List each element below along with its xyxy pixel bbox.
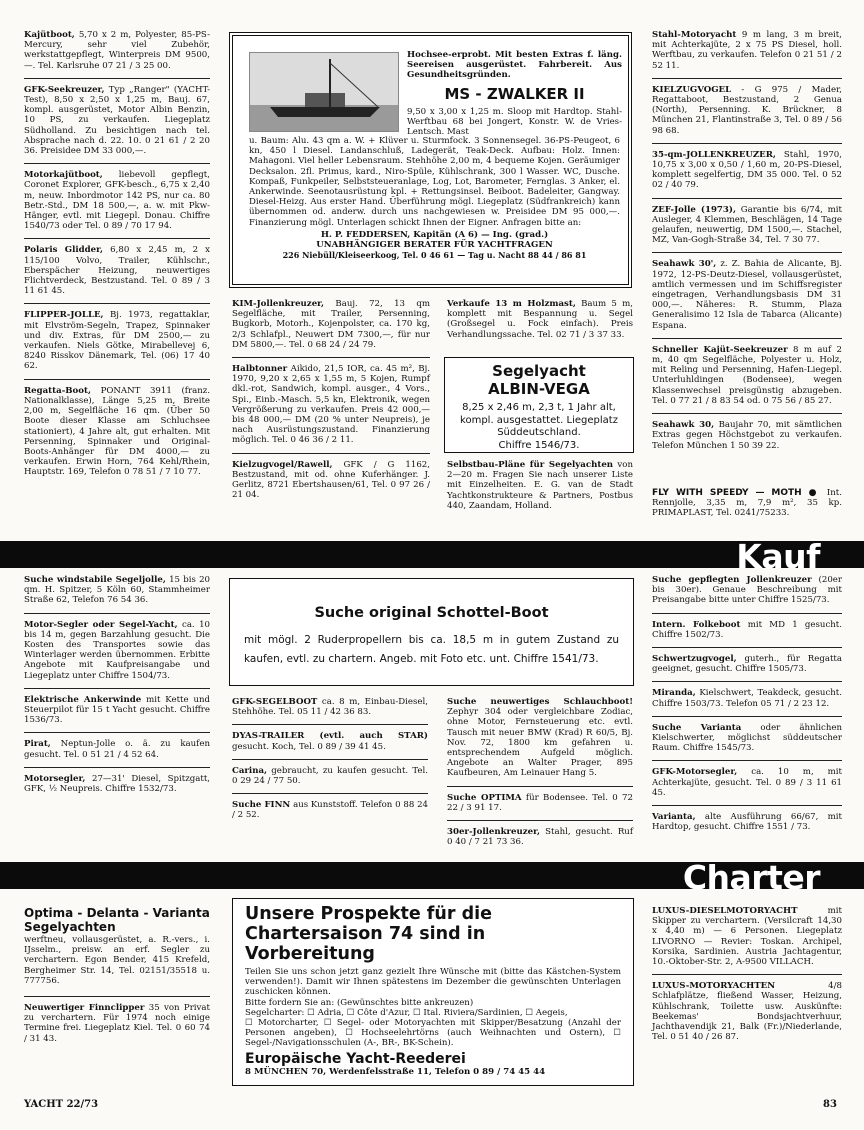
zwalker-title: MS - ZWALKER II [444, 84, 585, 103]
prospekte-address: 8 MÜNCHEN 70, Werdenfelsstraße 11, Telefon 0 89 / 74 45 44 [245, 1066, 546, 1077]
albin-title1: Segelyacht [492, 362, 586, 380]
divider [24, 688, 210, 689]
classified-ad [652, 767, 842, 798]
finnclipper-body: 35 von Privat zu verchartern. Für 1974 noch einige Termine frei. Liegeplatz Kiel. Tel. 0 60 74 / 31 43. [24, 1003, 210, 1044]
classified-ad [652, 205, 842, 246]
kauf-mid-column-a [232, 697, 428, 828]
ad-headline: KIM-Jollenkreuzer, [232, 299, 325, 309]
classified-ad [24, 695, 210, 726]
classified-ad [24, 245, 210, 296]
prospekte-company: Europäische Yacht-Reederei [245, 1050, 466, 1067]
classified-ad [232, 697, 428, 717]
ad-body: mit Skipper zu verchartern. (Versilcraft 14,30 x 4,40 m) — 6 Personen. Liegeplatz LIVORNO — Revier: Toskan. Archipel, Korsika, Sardinien. Austria Jachtagentur, 10.-Oktober-Str. 2, A-9500 VILLACH. [652, 906, 842, 968]
ad-headline: GFK-Seekreuzer, [24, 84, 105, 95]
ad-body: aus Kunststoff. Telefon 0 88 24 / 2 52. [232, 800, 429, 821]
kauf-left-column [24, 575, 210, 801]
ad-body: 9 m lang, 3 m breit, mit Achterkajüte, 2 x 75 PS Diesel, holl. Werftbau, zu verkaufen. Telefon 0 21 51 / 2 52 11. [652, 30, 842, 71]
classified-ad [652, 620, 842, 640]
zwalker-contact1: H. P. FEDDERSEN, Kapitän (A 6) — Ing. (grad.) [320, 229, 549, 240]
divider [24, 613, 210, 614]
ad-body: alte Ausführung 66/67, mit Hardtop, gesucht. Chiffre 1551 / 73. [652, 812, 842, 833]
divider [652, 143, 842, 144]
classified-ad [652, 688, 842, 708]
ad-headline: Elektrische Ankerwinde [24, 694, 142, 705]
ad-headline: Seahawk 30, [652, 420, 715, 431]
albin-title2: ALBIN-VEGA [488, 380, 590, 398]
optima-ad [24, 906, 210, 1051]
schottel-body: mit mögl. 2 Ruderpropellern bis ca. 18,5 m in gutem Zustand zu kaufen, evtl. zu chartern. Angeb. mit Foto etc. unt. Chiffre 1541/73. [244, 634, 619, 665]
kauf-section-band [0, 537, 864, 576]
ad-headline: KIELZUGVOGEL [652, 84, 732, 95]
classified-ad [652, 150, 842, 191]
ad-body: 15 bis 20 qm. H. Spitzer, 5 Köln 60, Stammheimer Straße 62, Telefon 76 54 36. [24, 575, 211, 606]
prospekte-line2: ☐ Motorcharter, ☐ Segel- oder Motoryachten mit Skipper/Besatzung (Anzahl der Personen angeben), ☐ Hochseelehrtörns (auch Weihnachten und Ostern), ☐ Segel-/Navigationsschulen (A-, BR-, BK-Schein). [245, 1018, 621, 1049]
ad-body: ca. 10 m, mit Achterkajüte, gesucht. Tel. 0 89 / 3 11 61 45. [652, 767, 843, 798]
left-column-top [24, 30, 210, 485]
zwalker-intro: Hochsee-erprobt. Mit besten Extras f. läng. Seereisen ausgerüstet. Fahrbereit. Aus Gesundheitsgründen. [407, 50, 622, 81]
divider [652, 198, 842, 199]
ad-body: Bj. 1973, regattaklar, mit Elvström-Segeln, Trapez, Spinnaker und div. Extras, für DM 2500,— zu verkaufen. Niels Götke, Mirabellevej 6, 8240 Risskov Dänemark, Tel. (06) 17 40 62. [24, 310, 211, 372]
albin-body: 8,25 x 2,46 m, 2,3 t, 1 Jahr alt, kompl. ausgestattet. Liegeplatz Süddeutschland. [460, 402, 618, 438]
ad-headline: GFK-Motorsegler, [652, 767, 738, 778]
ad-body: Stahl, gesucht. Ruf 0 40 / 7 21 73 36. [447, 827, 634, 848]
ad-headline: FLIPPER-JOLLE, [24, 310, 104, 321]
ad-headline: LUXUS-DIESELMOTORYACHT [652, 906, 798, 916]
ad-headline: Motorsegler, [24, 773, 86, 784]
classified-ad [24, 620, 210, 681]
ad-body: mit Kette und Steuerpilot für 15 t Yacht gesucht. Chiffre 1536/73. [24, 694, 211, 726]
prospekte-title: Unsere Prospekte für die Chartersaison 74 sind in Vorbereitung [245, 904, 492, 964]
classified-ad [232, 460, 430, 501]
ad-headline: Kajütboot, [24, 30, 75, 40]
prospekte-ad [232, 898, 634, 1086]
divider [24, 238, 210, 239]
selbstbau-body: von 2—20 m. Fragen Sie nach unserer Liste mit Einzelheiten. E. G. van de Stadt Yachtkonstrukteure & Partners, Postbus 440, Zaandam, Holland. [447, 460, 633, 511]
classified-ad [232, 731, 428, 751]
mid-column-b [447, 299, 633, 347]
albin-vega-ad [444, 357, 634, 453]
divider [24, 732, 210, 733]
classified-ad [24, 30, 210, 71]
divider [447, 820, 633, 821]
ad-body: ca. 10 bis 14 m, gegen Barzahlung gesucht. Die Kosten des Transportes sowie das Winterlager werden übernommen. Erbitte Angebote mit Kaufpreisangabe und Liegeplatz unter Chiffre 1504/73. [24, 619, 211, 681]
selbstbau-head: Selbstbau-Pläne für Segelyachten [447, 460, 614, 470]
schottel-title: Suche original Schottel-Boot [314, 605, 549, 621]
ad-headline: Kielzugvogel/Rawell, [232, 459, 333, 470]
charter-right-column [652, 906, 842, 1049]
divider [232, 793, 428, 794]
ad-body: 6,80 x 2,45 m, 2 x 115/100 Volvo, Trailer, Kühlschr., Eberspächer Heizung, neuwertiges Flichtverdeck, Bestzustand. Tel. 0 89 / 3 11 61 45. [24, 245, 210, 297]
kauf-heading: Kauf [736, 537, 820, 576]
boat-photo [249, 52, 399, 132]
classified-ad [652, 85, 842, 136]
prospekte-body: Teilen Sie uns schon jetzt ganz gezielt Ihre Wünsche mit (bitte das Kästchen-System verwenden!). Damit wir Ihnen spätestens im Dezember die gewünschten Unterlagen zuschicken können. [245, 967, 621, 998]
zwalker-body: u. Baum: Alu. 43 qm a. W. + Klüver u. Sturmfock. 3 Sonnensegel. 36-PS-Peugeot, 6 kn, 450 l Diesel. Landanschluß, Ladegerät, Teak-Deck. Aufbau: Holz. Innen: Mahagoni. Viel heller Lebensraum. Stehhöhe 2,00 m, 4 bequeme Kojen. Geräumiger Decksalon. 2fl. Primus, kard., Niro-Spüle, Kühlschrank, 300 l Wasser. WC, Dusche. Kompaß, Funkpeiler, Selbststeueranlage, Log, Lot, Barometer, Fernglas. 3 Anker, el. Ankerwinde. Seenotausrüstung kpl. + Rettungsinsel. Beiboot. Badeleiter, Gangway. Diesel-Heizg. Aus erster Hand. Überführung mögl. Liegeplatz (Südfrankreich) kann übernommen od. anderw. durch uns nachgewiesen w. Preisidee DM 95 000,—. Finanzierung mögl. Unterlagen schickt Ihnen der Eigner. Anfragen bitte an: [249, 136, 620, 228]
ad-headline: Miranda, [652, 688, 696, 699]
classified-ad [652, 420, 842, 451]
zwalker-contact2: UNABHÄNGIGER BERATER FÜR YACHTFRAGEN [316, 240, 553, 251]
ad-headline: Schwertzugvogel, [652, 654, 737, 665]
ad-headline: Stahl-Motoryacht [652, 30, 737, 40]
divider [24, 996, 210, 997]
classified-ad [232, 800, 428, 820]
classified-ad [652, 654, 842, 674]
divider [24, 78, 210, 79]
ad-headline: Schneller Kajüt-Seekreuzer [652, 344, 788, 355]
ad-body: Bauj. 72, 13 qm Segelfläche, mit Trailer, Persenning, Bugkorb, Motorh., Kojenpolster, ca. 170 kg, 2/3 Schlafpl., Neuwert DM 7300,—, für nur DM 5800,—. Tel. 0 68 24 / 24 79. [232, 299, 430, 350]
ad-headline: Motor-Segler oder Segel-Yacht, [24, 619, 178, 630]
classified-ad [24, 386, 210, 478]
classified-ad [232, 766, 428, 786]
divider [447, 786, 633, 787]
ad-body: 8 m auf 2 m, 40 qm Segelfläche, Polyester u. Holz, mit Reling und Persenning, Hafen-Liegepl. Unterluhldingen (Bodensee), wegen Klassenwechsel preisgünstig abzugeben. Tel. 0 77 21 / 8 83 54 od. 0 75 56 / 85 27. [652, 344, 843, 406]
kauf-mid-column-b [447, 697, 633, 854]
ad-headline: Suche OPTIMA [447, 792, 522, 803]
ad-headline: ZEF-Jolle (1973), [652, 204, 736, 215]
classified-ad [652, 575, 842, 606]
optima-body: werftneu, vollausgerüstet, a. R.-vers., i. IJsselm., preisw. an erf. Segler zu verchartern. Egon Bender, 415 Krefeld, Bergheimer Str. 14, Tel. 02151/35518 u. 777756. [24, 935, 210, 986]
ad-body: Neptun-Jolle o. ä. zu kaufen gesucht. Tel. 0 51 21 / 4 52 64. [24, 739, 210, 760]
classified-ad [652, 723, 842, 754]
zwalker-spec: 9,50 x 3,00 x 1,25 m. Sloop mit Hardtop. Stahl-Werftbau 68 bei Jongert, Konstr. W. de Vries-Lentsch. Mast [407, 106, 622, 138]
ad-headline: Pirat, [24, 739, 51, 750]
classified-ad [652, 981, 842, 1042]
classified-ad [652, 906, 842, 967]
classified-ad [232, 299, 430, 350]
ad-body: guterh., für Regatta geeignet, gesucht. Chiffre 1505/73. [652, 654, 842, 675]
ad-headline: Motorkajütboot, [24, 170, 103, 181]
classified-ad [447, 697, 633, 779]
ad-body: mit MD 1 gesucht. Chiffre 1502/73. [652, 619, 842, 640]
divider [652, 760, 842, 761]
divider [232, 453, 430, 454]
ad-body: Typ „Ranger" (YACHT-Test), 8,50 x 2,50 x 1,25 m, Bauj. 67, kompl. ausgerüstet, Motor Albin Benzin, 10 PS, zu verkaufen. Liegeplatz Südholland. Zu besichtigen nach tel. Absprache nach d. 22. 10. 0 21 61 / 2 20 36. Preisidee DM 33 000,—. [24, 84, 210, 157]
ad-body: für Bodensee. Tel. 0 72 22 / 3 91 17. [447, 792, 633, 813]
ad-headline: Suche Varianta [652, 722, 742, 733]
ad-body: Zephyr 304 oder vergleichbare Zodiac, ohne Motor, Fernsteuerung etc. evtl. Tausch mit neuer BMW (Krad) R 60/5, Bj. Nov. 72, 1800 km gefahren u. entsprechendem Aufgeld möglich. Angebote an Walter Prager, 895 Kaufbeuren, Am Leinauer Hang 5. [447, 707, 633, 779]
classified-ad [447, 299, 633, 340]
divider [232, 724, 428, 725]
classified-ad [24, 774, 210, 794]
divider [652, 78, 842, 79]
divider [652, 252, 842, 253]
selbstbau-ad [447, 460, 633, 518]
ad-body: gesucht. Koch, Tel. 0 89 / 39 41 45. [232, 741, 386, 752]
optima-title: Optima - Delanta - Varianta Segelyachten [24, 906, 210, 934]
ad-body: GFK / G 1162, Bestzustand, mit od. ohne Kuferhänger. J. Gerlitz, 8721 Ebertshausen/61, Tel. 0 97 26 / 21 04. [232, 459, 430, 501]
divider [232, 357, 430, 358]
ad-body: oder ähnlichen Kielschwerter, möglichst süddeutscher Raum. Chiffre 1545/73. [652, 722, 842, 754]
divider [232, 759, 428, 760]
classified-ad [24, 85, 210, 156]
prospekte-line1: Segelcharter: ☐ Adria, ☐ Côte d'Azur, ☐ Ital. Riviera/Sardinien, ☐ Aegeis, [245, 1007, 568, 1018]
classified-ad [232, 364, 430, 446]
divider [652, 974, 842, 975]
classified-ad [652, 345, 842, 406]
ad-headline: 35-qm-JOLLENKREUZER, [652, 149, 776, 160]
classified-ad [447, 827, 633, 847]
divider [652, 716, 842, 717]
divider [652, 613, 842, 614]
schottel-ad [229, 578, 634, 686]
ad-body: Baujahr 70, mit sämtlichen Extras gegen Höchstgebot zu verkaufen. Telefon München 1 50 39 22. [652, 420, 843, 451]
ad-headline: Suche FINN [232, 800, 291, 811]
classified-ad [24, 739, 210, 759]
ad-body: - G 975 / Mader, Regattaboot, Bestzustand, 2 Genua (North), Persenning. K. Brückner, 8 München 21, Flantinstraße 3, Tel. 0 89 / 56 98 68. [652, 84, 842, 136]
ad-body: 27—31' Diesel, Spitzgatt, GFK, ½ Neupreis. Chiffre 1532/73. [24, 773, 211, 795]
divider [24, 163, 210, 164]
ad-body: 4/8 Schlafplätze, fließend Wasser, Heizung, Kühlschrank, Toilette usw. Auskünfte: Beekemas' Bondsjachtverhuur, Jachthavendijk 21, Balk (Fr.)/Niederlande, Tel. 0 51 40 / 26 87. [652, 981, 842, 1043]
kauf-right-column [652, 575, 842, 839]
ad-headline: DYAS-TRAILER (evtl. auch STAR) [232, 731, 428, 742]
ad-headline: Polaris Glidder, [24, 245, 104, 256]
ad-headline: Varianta, [652, 812, 696, 823]
finnclipper-head: Neuwertiger Finnclipper [24, 1003, 145, 1014]
ad-body: Aikido, 21,5 IOR, ca. 45 m², Bj. 1970, 9,20 x 2,65 x 1,55 m, 5 Kojen, Rumpf dkl.-rot, Sandwich, kompl. ausger., 4 Vors., Spi., Einb.-Masch. 5,5 kn, Elektronik, wegen Vergrößerung zu verkaufen. Preis 42 000,— bis 48 000,— DM (20 % unter Neupreis), je nach Ausrüstungszustand. Finanzierung möglich. Tel. 0 46 36 / 2 11. [232, 364, 431, 446]
ad-body: ca. 8 m, Einbau-Diesel, Stehhöhe. Tel. 05 11 / 42 36 83. [232, 697, 428, 718]
ad-headline: Suche gepflegten Jollenkreuzer [652, 575, 812, 585]
albin-chiffre: Chiffre 1546/73. [498, 439, 580, 451]
zwalker-ad [229, 32, 632, 288]
divider [652, 413, 842, 414]
classified-ad [652, 812, 842, 832]
ad-headline: Halbtonner [232, 364, 288, 375]
ad-body: z. Z. Bahia de Alicante, Bj. 1972, 12-PS-Deutz-Diesel, vollausgerüstet, amtlich vermessen und im Schiffsregister eingetragen, Verhandlungsbasis DM 31 000,—. Näheres: R. Stumm, Plaza Generalisimo 12 Isla de Tabarca (Alicante) Espana. [652, 259, 842, 331]
ad-headline: Seahawk 30', [652, 259, 717, 270]
ad-body: Kielschwert, Teakdeck, gesucht. Chiffre 1503/73. Telefon 05 71 / 2 23 12. [652, 688, 842, 709]
ad-headline: Intern. Folkeboot [652, 619, 741, 630]
divider [24, 303, 210, 304]
fly-body: Int. Rennjolle, 3,35 m, 7,9 m², 35 kp. PRIMAPLAST, Tel. 0241/75233. [652, 488, 842, 519]
ad-body: Stahl, 1970, 10,75 x 3,00 x 0,50 / 1,60 m, 20-PS-Diesel, komplett segelfertig, DM 35 000. Tel. 0 52 02 / 40 79. [652, 149, 842, 191]
ad-headline: Verkaufe 13 m Holzmast, [447, 299, 576, 309]
ad-headline: Carina, [232, 765, 268, 776]
classified-ad [24, 575, 210, 606]
ad-headline: GFK-SEGELBOOT [232, 697, 318, 707]
prospekte-ask: Bitte fordern Sie an: (Gewünschtes bitte ankreuzen) [245, 997, 474, 1008]
ad-headline: Suche neuwertiges Schlauchboot! [447, 697, 633, 707]
zwalker-contact3: 226 Niebüll/Kleiseerkoog, Tel. 0 46 61 — Tag u. Nacht 88 44 / 86 81 [282, 250, 587, 261]
divider [652, 647, 842, 648]
footer-issue: YACHT 22/73 [24, 1099, 99, 1110]
classified-ad [652, 259, 842, 330]
mid-column-a [232, 299, 430, 507]
ad-body: liebevoll gepflegt, Coronet Explorer, GFK-besch., 6,75 x 2,40 m, neuw. Inbordmotor 142 PS, nur ca. 80 Betr.-Std., DM 18 500,—, a. w. mit Pkw-Hänger, evtl. mit Liegepl. Donau. Chiffre 1540/73 oder Tel. 0 89 / 70 17 94. [24, 170, 210, 232]
ad-headline: LUXUS-MOTORYACHTEN [652, 981, 776, 992]
footer-page-number: 83 [823, 1099, 837, 1110]
classified-ad [652, 30, 842, 71]
classified-ad [24, 170, 210, 231]
ad-headline: Regatta-Boot, [24, 385, 91, 396]
divider [652, 805, 842, 806]
classified-ad [447, 793, 633, 813]
fly-with-speedy-ad [652, 488, 842, 526]
ad-headline: 30er-Jollenkreuzer, [447, 827, 541, 838]
divider [24, 767, 210, 768]
ad-body: Garantie bis 6/74, mit Ausleger, 4 Klemmen, Beschlägen, 14 Tage gelaufen, neuwertig, DM 1500,—. Stachel, MZ, Van-Gogh-Straße 34, Tel. 7 30 77. [652, 204, 843, 246]
divider [652, 338, 842, 339]
fly-head: FLY WITH SPEEDY — MOTH ● [652, 488, 821, 498]
divider [652, 681, 842, 682]
charter-section-band [0, 858, 864, 897]
ad-body: gebraucht, zu kaufen gesucht. Tel. 0 29 24 / 77 50. [232, 765, 428, 787]
ad-body: Baum 5 m, komplett mit Bespannung u. Segel (Großsegel u. Fock einfach). Preis Verhandlungssache. Tel. 02 71 / 3 37 33. [447, 299, 634, 340]
right-column-top [652, 30, 842, 458]
ad-body: PONANT 3911 (franz. Nationalklasse), Länge 5,25 m, Breite 2,00 m, Segelfläche 16 qm. (Über 50 Boote dieser Klasse am Schluchsee stationiert), 4 Jahre alt, gut erhalten. Mit Persenning, Spinnaker und Original-Boots-Anhänger für DM 4000,— zu verkaufen. Erwin Horn, 764 Kehl/Rhein, Hauptstr. 169, Telefon 0 78 51 / 7 10 77. [24, 385, 210, 478]
ad-body: (20er bis 30er). Genaue Beschreibung mit Preisangabe bitte unter Chiffre 1525/73. [652, 575, 842, 606]
charter-heading: Charter [682, 858, 820, 897]
divider [24, 379, 210, 380]
ad-body: 5,70 x 2 m, Polyester, 85-PS-Mercury, sehr viel Zubehör, werkstattgepflegt, Winterpreis DM 9500,—. Tel. Karlsruhe 07 21 / 3 25 00. [24, 30, 210, 71]
ad-headline: Suche windstabile Segeljolle, [24, 575, 166, 585]
classified-ad [24, 310, 210, 371]
